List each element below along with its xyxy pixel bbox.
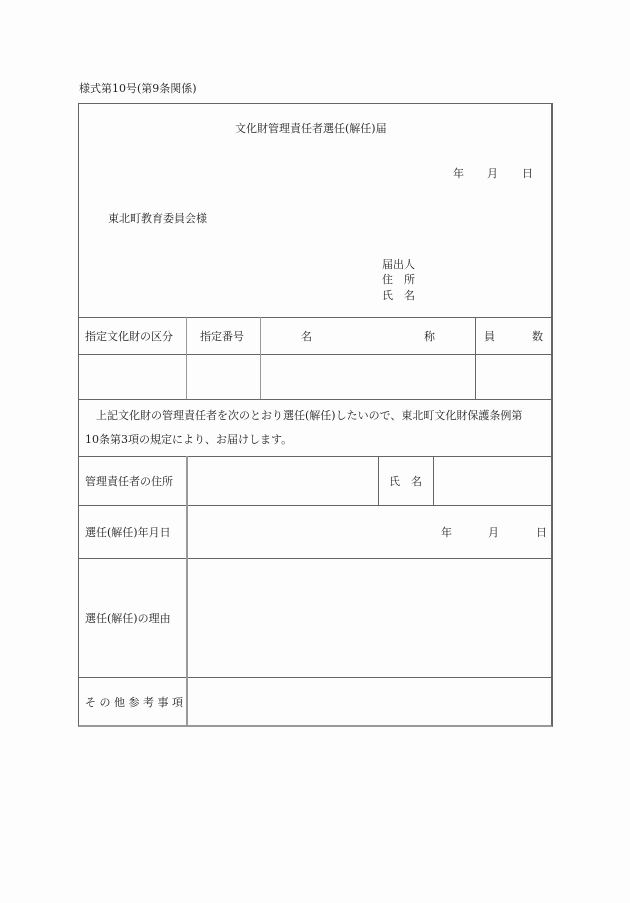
date-year: 年: [453, 167, 464, 180]
manager-name-field[interactable]: [434, 457, 550, 504]
form-title: 文化財管理責任者選任(解任)届: [235, 122, 387, 135]
appointment-month: 月: [488, 526, 499, 539]
header-number: 指定番号: [200, 330, 244, 343]
divider: [78, 317, 552, 318]
other-notes-field[interactable]: [189, 678, 550, 724]
date-month: 月: [487, 167, 498, 180]
appointment-year: 年: [441, 526, 452, 539]
header-count-2: 数: [532, 330, 543, 343]
reason-field[interactable]: [189, 559, 550, 676]
notifier-name-label: 氏 名: [382, 289, 415, 302]
category-cell[interactable]: [79, 355, 185, 398]
header-category: 指定文化財の区分: [85, 330, 173, 343]
appointment-day: 日: [536, 526, 547, 539]
notifier-label: 届出人: [382, 258, 415, 271]
notifier-address-label: 住 所: [382, 273, 415, 286]
count-cell[interactable]: [476, 355, 550, 398]
divider: [378, 456, 379, 505]
header-count-1: 員: [484, 330, 495, 343]
manager-name-label: 氏 名: [389, 475, 422, 488]
manager-address-field[interactable]: [189, 457, 377, 504]
appointment-date-label: 選任(解任)年月日: [85, 526, 171, 539]
other-notes-label: そ の 他 参 考 事 項: [85, 696, 183, 709]
statement-line-1: 上記文化財の管理責任者を次のとおり選任(解任)したいので、東北町文化財保護条例第: [96, 409, 523, 422]
addressee: 東北町教育委員会様: [108, 212, 207, 225]
date-day: 日: [522, 167, 533, 180]
reason-label: 選任(解任)の理由: [85, 612, 171, 625]
header-name-1: 名: [301, 330, 312, 343]
form-number: 様式第10号(第9条関係): [79, 82, 197, 95]
number-cell[interactable]: [187, 355, 259, 398]
name-cell[interactable]: [261, 355, 474, 398]
statement-line-2: 10条第3項の規定により、お届けします。: [85, 433, 293, 446]
divider: [78, 399, 552, 400]
manager-address-label: 管理責任者の住所: [85, 475, 173, 488]
header-name-2: 称: [424, 330, 435, 343]
divider: [186, 456, 188, 725]
